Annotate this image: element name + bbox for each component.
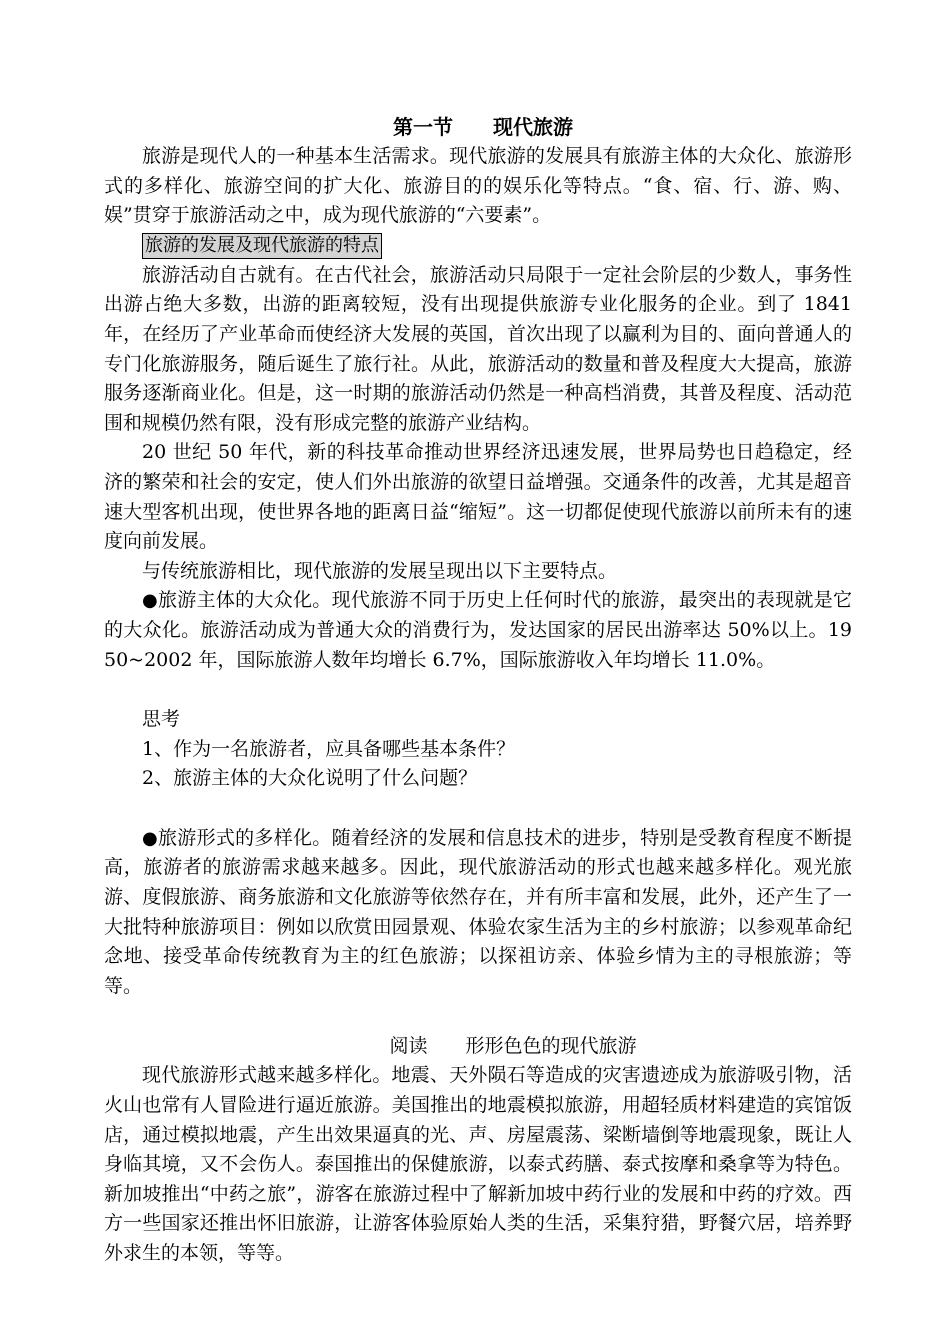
reading-paragraph: 现代旅游形式越来越多样化。地震、天外陨石等造成的灾害遗迹成为旅游吸引物，活火山也常有人冒险进行逼近旅游。美国推出的地震模拟旅游，用超轻质材料建造的宾馆饭店，通过模拟地震，产生出效果逼真的光、声、房屋震荡、梁断墙倒等地震现象，既让人身临其境，又不会伤人。泰国推出的保健旅游，以泰式药膳、泰式按摩和桑拿等为特色。新加坡推出“中药之旅”，游客在旅游过程中了解新加坡中药行业的发展和中药的疗效。西方一些国家还推出怀旧旅游，让游客体验原始人类的生活，采集狩猎，野餐穴居，培养野外求生的本领，等等。	[104, 1064, 852, 1264]
spacer	[104, 1001, 852, 1031]
features-intro-paragraph: 与传统旅游相比，现代旅游的发展呈现出以下主要特点。	[142, 559, 618, 582]
subsection-heading: 旅游的发展及现代旅游的特点	[142, 233, 382, 259]
history-paragraph: 旅游活动自古就有。在古代社会，旅游活动只局限于一定社会阶层的少数人，事务性出游占绝大多数，出游的距离较短，没有出现提供旅游专业化服务的企业。到了 1841 年，在经历了产业革命而使经济大发展的英国，首次出现了以赢利为目的、面向普通人的专门化旅游服务，随后诞生了旅行社。从此，旅游活动的数量和普及程度大大提高，旅游服务逐渐商业化。但是，这一时期的旅游活动仍然是一种高档消费，其普及程度、活动范围和规模仍然有限，没有形成完整的旅游产业结构。	[104, 263, 852, 434]
think-question-2: 2、旅游主体的大众化说明了什么问题？	[142, 767, 478, 790]
modern-era-paragraph: 20 世纪 50 年代，新的科技革命推动世界经济迅速发展，世界局势也日趋稳定，经济的繁荣和社会的安定，使人们外出旅游的欲望日益增强。交通条件的改善，尤其是超音速大型客机出现，使世界各地的距离日益“缩短”。这一切都促使现代旅游以前所未有的速度向前发展。	[104, 441, 852, 553]
think-question-1: 1、作为一名旅游者，应具备哪些基本条件？	[142, 737, 516, 760]
section-title: 第一节 现代旅游	[393, 115, 573, 139]
reading-title: 阅读 形形色色的现代旅游	[389, 1035, 637, 1058]
spacer	[104, 675, 852, 705]
bullet-text: 旅游主体的大众化。现代旅游不同于历史上任何时代的旅游，最突出的表现就是它的大众化。旅游活动成为普通大众的消费行为，发达国家的居民出游率达 50%以上。1950~2002 年，国际旅游人数年均增长 6.7%，国际旅游收入年均增长 11.0%。	[104, 589, 852, 671]
bullet-paragraph-popularization	[104, 586, 852, 675]
bullet-paragraph-diversification	[104, 824, 852, 1002]
bullet-text: 旅游形式的多样化。随着经济的发展和信息技术的进步，特别是受教育程度不断提高，旅游者的旅游需求越来越多。因此，现代旅游活动的形式也越来越多样化。观光旅游、度假旅游、商务旅游和文化旅游等依然存在，并有所丰富和发展，此外，还产生了一大批特种旅游项目：例如以欣赏田园景观、体验农家生活为主的乡村旅游；以参观革命纪念地、接受革命传统教育为主的红色旅游；以探祖访亲、体验乡情为主的寻根旅游；等等。	[104, 826, 852, 997]
bullet-icon: ●	[142, 590, 158, 612]
subsection-heading-row	[104, 231, 852, 261]
intro-paragraph: 旅游是现代人的一种基本生活需求。现代旅游的发展具有旅游主体的大众化、旅游形式的多样化、旅游空间的扩大化、旅游目的的娱乐化等特点。“食、宿、行、游、购、娱”贯穿于旅游活动之中，成为现代旅游的“六要素”。	[104, 145, 852, 227]
spacer	[104, 794, 852, 824]
bullet-icon: ●	[142, 827, 158, 849]
think-title: 思考	[142, 708, 181, 731]
document-page	[104, 112, 852, 1269]
